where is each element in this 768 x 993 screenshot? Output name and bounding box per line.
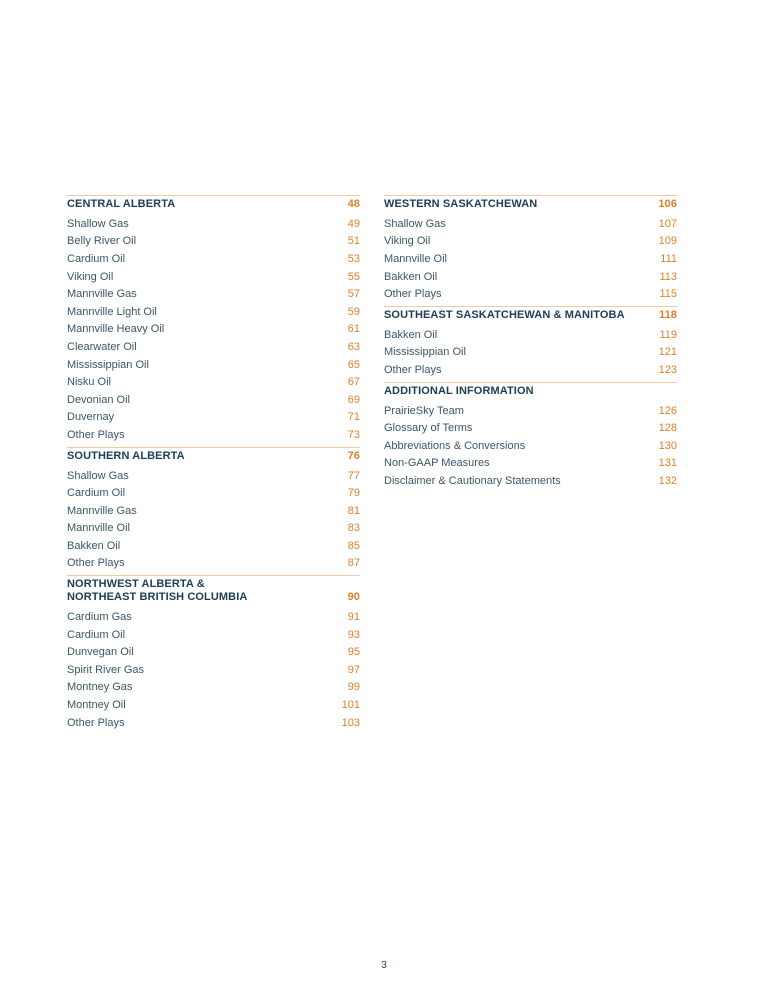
- section-title: ADDITIONAL INFORMATION: [384, 384, 534, 397]
- entry-label: Mississippian Oil: [384, 346, 466, 359]
- toc-entry[interactable]: [67, 467, 360, 485]
- entry-page-number: 111: [660, 252, 677, 265]
- section-heading[interactable]: [67, 197, 360, 215]
- toc-entry[interactable]: [67, 714, 360, 732]
- toc-entry[interactable]: [384, 268, 677, 286]
- entry-label: PrairieSky Team: [384, 404, 464, 417]
- section-heading[interactable]: [67, 449, 360, 467]
- entry-label: Abbreviations & Conversions: [384, 439, 526, 452]
- entry-page-number: 49: [347, 217, 360, 230]
- entry-label: Cardium Oil: [67, 487, 126, 500]
- toc-entry[interactable]: [67, 608, 360, 626]
- entry-label: Other Plays: [67, 716, 125, 729]
- toc-entry[interactable]: [384, 402, 677, 420]
- entry-page-number: 67: [347, 376, 360, 389]
- entry-label: Viking Oil: [67, 270, 114, 283]
- entry-label: Cardium Oil: [67, 628, 126, 641]
- toc-entry[interactable]: [67, 285, 360, 303]
- entry-label: Cardium Oil: [67, 252, 126, 265]
- toc-entry[interactable]: [67, 643, 360, 661]
- entry-label: Mannville Heavy Oil: [67, 323, 165, 336]
- entry-label: Other Plays: [384, 363, 442, 376]
- toc-left-column: [67, 195, 360, 731]
- toc-entry[interactable]: [384, 285, 677, 303]
- toc-entry[interactable]: [67, 426, 360, 444]
- entry-label: Bakken Oil: [384, 270, 438, 283]
- toc-entry[interactable]: [67, 321, 360, 339]
- entry-page-number: 107: [658, 217, 677, 230]
- section-title: NORTHWEST ALBERTA & NORTHEAST BRITISH COLUMBIA: [67, 578, 248, 604]
- toc-entry[interactable]: [67, 502, 360, 520]
- section-title: SOUTHERN ALBERTA: [67, 449, 185, 462]
- toc-entry[interactable]: [67, 373, 360, 391]
- entry-label: Other Plays: [384, 288, 442, 301]
- entry-label: Mannville Oil: [67, 522, 130, 535]
- entry-page-number: 65: [347, 358, 360, 371]
- entry-page-number: 101: [341, 699, 360, 712]
- entry-page-number: 113: [659, 270, 677, 283]
- entry-label: Bakken Oil: [384, 328, 438, 341]
- section-title: WESTERN SASKATCHEWAN: [384, 198, 538, 210]
- entry-page-number: 63: [347, 340, 360, 353]
- entry-page-number: 97: [347, 663, 360, 676]
- section-heading[interactable]: [384, 384, 677, 402]
- entry-label: Bakken Oil: [67, 539, 121, 552]
- entry-page-number: 81: [347, 504, 360, 517]
- entry-label: Mannville Light Oil: [67, 305, 157, 318]
- entry-label: Glossary of Terms: [384, 422, 473, 435]
- section-heading[interactable]: [384, 308, 677, 326]
- entry-label: Cardium Gas: [67, 611, 132, 624]
- toc-entry[interactable]: [67, 233, 360, 251]
- entry-label: Disclaimer & Cautionary Statements: [384, 474, 561, 487]
- toc-section: [67, 575, 360, 731]
- entry-label: Mannville Gas: [67, 288, 137, 301]
- entry-page-number: 77: [347, 469, 360, 482]
- entry-page-number: 83: [347, 522, 360, 535]
- toc-entry[interactable]: [384, 233, 677, 251]
- entry-page-number: 91: [347, 611, 360, 624]
- entry-page-number: 93: [347, 628, 360, 641]
- entry-label: Montney Oil: [67, 699, 126, 712]
- entry-label: Devonian Oil: [67, 393, 130, 406]
- entry-label: Viking Oil: [384, 235, 431, 248]
- toc-entry[interactable]: [384, 250, 677, 268]
- toc-entry[interactable]: [67, 356, 360, 374]
- page-number: 3: [381, 960, 387, 971]
- entry-page-number: 99: [347, 681, 360, 694]
- entry-page-number: 95: [347, 646, 360, 659]
- toc-entry[interactable]: [67, 215, 360, 233]
- entry-label: Belly River Oil: [67, 235, 137, 248]
- entry-page-number: 123: [658, 363, 677, 376]
- toc-entry[interactable]: [67, 679, 360, 697]
- entry-label: Nisku Oil: [67, 376, 112, 389]
- toc-right-column: [384, 195, 677, 490]
- entry-page-number: 73: [347, 428, 360, 441]
- entry-label: Spirit River Gas: [67, 663, 145, 676]
- entry-label: Mannville Oil: [384, 252, 447, 265]
- toc-entry[interactable]: [67, 520, 360, 538]
- section-title: SOUTHEAST SASKATCHEWAN & MANITOBA: [384, 308, 625, 321]
- toc-entry[interactable]: [67, 250, 360, 268]
- entry-page-number: 53: [347, 252, 360, 265]
- section-page-number: 106: [658, 198, 677, 210]
- section-page-number: 48: [347, 198, 360, 210]
- entry-label: Other Plays: [67, 557, 125, 570]
- entry-label: Shallow Gas: [67, 217, 129, 230]
- section-heading[interactable]: [384, 197, 677, 215]
- toc-entry[interactable]: [384, 472, 677, 490]
- toc-entry[interactable]: [67, 537, 360, 555]
- toc-entry[interactable]: [67, 303, 360, 321]
- entry-page-number: 103: [341, 716, 360, 729]
- toc-section: [384, 195, 677, 303]
- entry-page-number: 69: [347, 393, 360, 406]
- entry-page-number: 119: [659, 328, 677, 341]
- entry-page-number: 126: [658, 404, 677, 417]
- entry-page-number: 115: [659, 288, 677, 301]
- entry-page-number: 59: [347, 305, 360, 318]
- entry-page-number: 61: [347, 323, 360, 336]
- toc-entry[interactable]: [67, 409, 360, 427]
- entry-page-number: 55: [347, 270, 360, 283]
- section-page-number: 90: [347, 591, 360, 604]
- toc-entry[interactable]: [67, 696, 360, 714]
- entry-label: Mississippian Oil: [67, 358, 149, 371]
- toc-entry[interactable]: [384, 419, 677, 437]
- entry-page-number: 128: [658, 422, 677, 435]
- entry-label: Shallow Gas: [384, 217, 446, 230]
- toc-entry[interactable]: [67, 268, 360, 286]
- toc-section: [67, 195, 360, 444]
- entry-label: Dunvegan Oil: [67, 646, 134, 659]
- toc-entry[interactable]: [384, 344, 677, 362]
- toc-entry[interactable]: [384, 326, 677, 344]
- entry-page-number: 131: [658, 457, 677, 470]
- entry-page-number: 57: [347, 288, 360, 301]
- toc-entry[interactable]: [67, 626, 360, 644]
- entry-label: Mannville Gas: [67, 504, 137, 517]
- toc-section: [384, 382, 677, 490]
- toc-entry[interactable]: [67, 338, 360, 356]
- toc-entry[interactable]: [384, 437, 677, 455]
- entry-page-number: 132: [658, 474, 677, 487]
- entry-page-number: 130: [658, 439, 677, 452]
- toc-entry[interactable]: [384, 455, 677, 473]
- entry-label: Montney Gas: [67, 681, 133, 694]
- toc-entry[interactable]: [67, 391, 360, 409]
- section-title: CENTRAL ALBERTA: [67, 198, 176, 210]
- toc-entry[interactable]: [67, 484, 360, 502]
- entry-page-number: 71: [347, 411, 360, 424]
- toc-entry[interactable]: [67, 555, 360, 573]
- toc-entry[interactable]: [384, 215, 677, 233]
- entry-label: Shallow Gas: [67, 469, 129, 482]
- entry-page-number: 109: [658, 235, 677, 248]
- toc-section: [67, 447, 360, 573]
- toc-entry[interactable]: [384, 361, 677, 379]
- entry-label: Other Plays: [67, 428, 125, 441]
- toc-entry[interactable]: [67, 661, 360, 679]
- toc-section: [384, 306, 677, 379]
- entry-page-number: 121: [658, 346, 677, 359]
- entry-label: Duvernay: [67, 411, 115, 424]
- section-heading[interactable]: [67, 577, 360, 608]
- section-page-number: 76: [347, 449, 360, 462]
- entry-label: Non-GAAP Measures: [384, 457, 490, 470]
- entry-page-number: 85: [347, 539, 360, 552]
- entry-page-number: 79: [347, 487, 360, 500]
- entry-page-number: 51: [347, 235, 360, 248]
- entry-label: Clearwater Oil: [67, 340, 137, 353]
- section-page-number: 118: [658, 308, 677, 321]
- entry-page-number: 87: [347, 557, 360, 570]
